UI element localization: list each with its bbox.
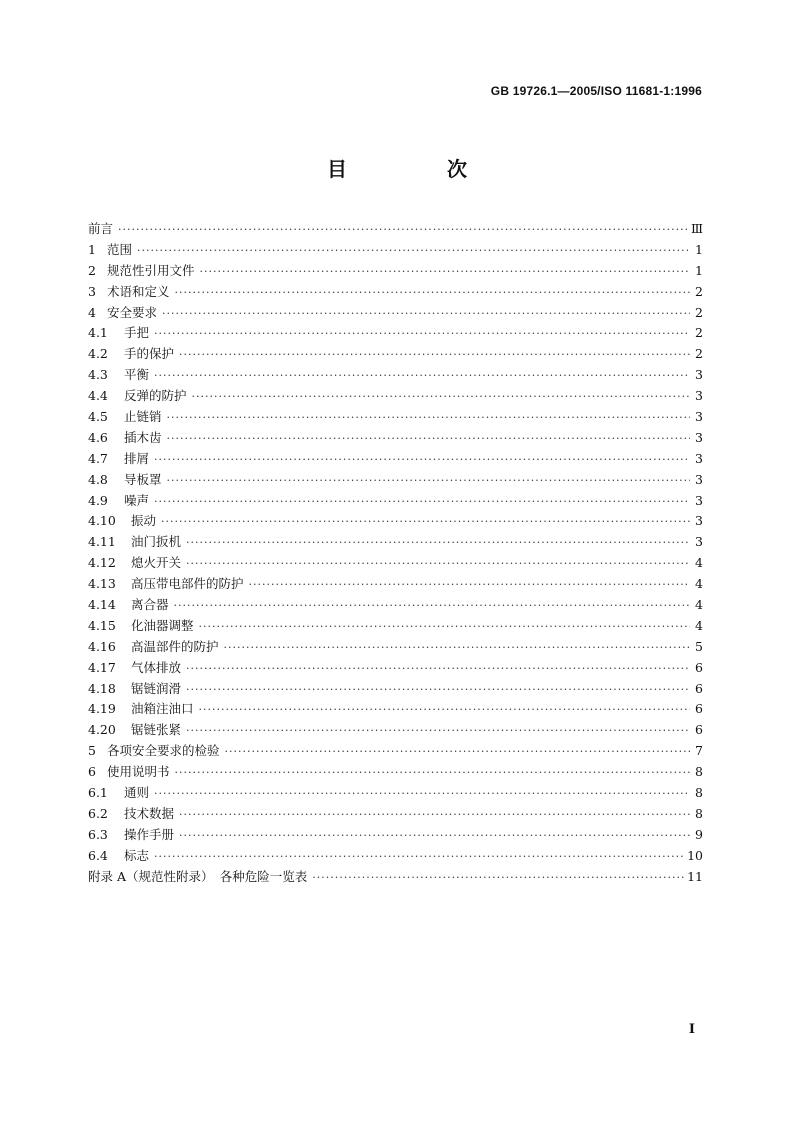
dot-leader — [162, 304, 690, 325]
toc-entry-number: 4.2 — [88, 346, 108, 362]
dot-leader — [186, 721, 690, 742]
toc-page-number: Ⅲ — [690, 221, 703, 236]
dot-leader — [174, 596, 690, 617]
dot-leader — [186, 659, 690, 680]
dot-leader — [199, 617, 690, 638]
toc-page-number: 9 — [695, 826, 703, 842]
toc-entry[interactable] — [88, 511, 703, 532]
toc-entry-label: 附录 A（规范性附录） 各种危险一览表 — [88, 868, 308, 884]
toc-entry-label: 标志 — [124, 847, 150, 863]
toc-entry[interactable] — [88, 449, 703, 470]
toc-entry-number: 4 — [88, 304, 96, 320]
toc-entry[interactable] — [88, 679, 703, 700]
toc-entry-label: 各项安全要求的检验 — [107, 743, 220, 759]
toc-entry-number: 4.19 — [88, 701, 116, 717]
toc-entry-label: 化油器调整 — [131, 617, 194, 633]
dot-leader — [154, 450, 690, 471]
dot-leader — [186, 533, 690, 554]
toc-entry[interactable] — [88, 574, 703, 595]
toc-entry-number: 4.18 — [88, 680, 116, 696]
dot-leader — [199, 700, 690, 721]
toc-page-number: 6 — [695, 722, 703, 738]
toc-page-number: 3 — [695, 534, 703, 550]
toc-entry-number: 4.13 — [88, 576, 116, 592]
dot-leader — [167, 471, 690, 492]
toc-entry-number: 4.7 — [88, 450, 108, 466]
table-of-contents — [88, 219, 703, 888]
toc-page-number: 11 — [687, 868, 703, 884]
dot-leader — [186, 680, 690, 701]
toc-entry-label: 术语和定义 — [107, 283, 170, 299]
dot-leader — [179, 826, 690, 847]
toc-entry-number: 6.4 — [88, 847, 108, 863]
toc-entry-label: 反弹的防护 — [124, 388, 187, 404]
toc-page-number: 3 — [695, 367, 703, 383]
toc-entry[interactable] — [88, 428, 703, 449]
toc-page-number: 1 — [695, 241, 703, 257]
dot-leader — [179, 345, 690, 366]
dot-leader — [224, 638, 690, 659]
toc-entry-label: 气体排放 — [131, 659, 182, 675]
toc-entry-number: 6.2 — [88, 805, 108, 821]
toc-page-number: 8 — [695, 805, 703, 821]
toc-entry-label: 锯链润滑 — [131, 680, 182, 696]
toc-page-number: 6 — [695, 659, 703, 675]
dot-leader — [154, 847, 684, 868]
toc-entry-label: 通则 — [124, 785, 150, 801]
toc-entry-label: 前言 — [88, 221, 114, 236]
dot-leader — [186, 554, 690, 575]
toc-entry[interactable] — [88, 470, 703, 491]
toc-page-number: 6 — [695, 701, 703, 717]
toc-entry[interactable] — [88, 261, 703, 282]
page-title: 目 次 — [327, 157, 507, 181]
dot-leader — [167, 429, 690, 450]
toc-entry[interactable] — [88, 344, 703, 365]
toc-entry-number: 2 — [88, 262, 96, 278]
dot-leader — [161, 512, 690, 533]
toc-entry-number: 6 — [88, 764, 96, 780]
toc-entry[interactable] — [88, 699, 703, 720]
dot-leader — [312, 868, 684, 889]
toc-entry-label: 锯链张紧 — [131, 722, 182, 738]
toc-entry[interactable] — [88, 825, 703, 846]
toc-entry-number: 3 — [88, 283, 96, 299]
toc-page-number: 7 — [695, 743, 703, 759]
toc-entry[interactable] — [88, 365, 703, 386]
toc-entry[interactable] — [88, 720, 703, 741]
toc-entry[interactable] — [88, 595, 703, 616]
toc-entry[interactable] — [88, 867, 703, 888]
toc-page-number: 1 — [695, 262, 703, 278]
toc-entry[interactable] — [88, 219, 703, 240]
toc-entry-label: 排屑 — [124, 450, 150, 466]
toc-page-number: 4 — [695, 576, 703, 592]
toc-entry-label: 油箱注油口 — [131, 701, 194, 717]
toc-entry-label: 安全要求 — [107, 304, 158, 320]
toc-entry-number: 4.16 — [88, 638, 116, 654]
dot-leader — [167, 408, 690, 429]
toc-entry[interactable] — [88, 846, 703, 867]
toc-entry-number: 5 — [88, 743, 96, 759]
dot-leader — [175, 283, 690, 304]
dot-leader — [249, 575, 690, 596]
toc-entry-number: 4.4 — [88, 388, 108, 404]
toc-page-number: 10 — [687, 847, 703, 863]
toc-page-number: 3 — [695, 429, 703, 445]
toc-entry[interactable] — [88, 616, 703, 637]
toc-entry-number: 4.11 — [88, 534, 116, 550]
toc-page-number: 3 — [695, 409, 703, 425]
dot-leader — [137, 241, 690, 262]
toc-entry-label: 规范性引用文件 — [107, 262, 195, 278]
dot-leader — [225, 742, 690, 763]
toc-page-number: 3 — [695, 471, 703, 487]
toc-entry[interactable] — [88, 762, 703, 783]
toc-entry-number: 6.1 — [88, 785, 108, 801]
standard-code: GB 19726.1—2005/ISO 11681-1:1996 — [490, 84, 702, 98]
toc-entry[interactable] — [88, 282, 703, 303]
toc-entry-number: 4.12 — [88, 555, 116, 571]
toc-page-number: 3 — [695, 450, 703, 466]
dot-leader — [154, 492, 690, 513]
toc-entry-number: 4.6 — [88, 429, 108, 445]
toc-entry[interactable] — [88, 553, 703, 574]
toc-entry[interactable] — [88, 741, 703, 762]
dot-leader — [154, 366, 690, 387]
toc-entry-label: 使用说明书 — [107, 764, 170, 780]
toc-entry-number: 4.20 — [88, 722, 116, 738]
toc-entry[interactable] — [88, 658, 703, 679]
toc-entry-label: 手的保护 — [124, 346, 175, 362]
toc-entry[interactable] — [88, 804, 703, 825]
toc-entry-label: 高温部件的防护 — [131, 638, 219, 654]
toc-entry[interactable] — [88, 407, 703, 428]
toc-page-number: 2 — [695, 304, 703, 320]
toc-entry-label: 离合器 — [131, 597, 169, 613]
toc-entry-number: 1 — [88, 241, 96, 257]
toc-page-number: 8 — [695, 785, 703, 801]
toc-entry-label: 熄火开关 — [131, 555, 182, 571]
toc-entry-label: 高压带电部件的防护 — [131, 576, 244, 592]
toc-entry-number: 4.14 — [88, 597, 116, 613]
dot-leader — [179, 805, 690, 826]
toc-page-number: 2 — [695, 325, 703, 341]
dot-leader — [118, 220, 688, 241]
toc-entry-label: 油门扳机 — [131, 534, 182, 550]
toc-entry-number: 4.10 — [88, 513, 116, 529]
dot-leader — [200, 262, 690, 283]
toc-entry-number: 4.5 — [88, 409, 108, 425]
toc-page-number: 4 — [695, 597, 703, 613]
toc-entry-label: 导板罩 — [124, 471, 162, 487]
toc-page-number: 4 — [695, 617, 703, 633]
toc-entry-label: 止链销 — [124, 409, 162, 425]
toc-entry[interactable] — [88, 783, 703, 804]
toc-entry-label: 手把 — [124, 325, 150, 341]
toc-entry-number: 4.15 — [88, 617, 116, 633]
toc-page-number: 6 — [695, 680, 703, 696]
toc-page-number: 5 — [695, 638, 703, 654]
dot-leader — [154, 784, 690, 805]
toc-entry-label: 技术数据 — [124, 805, 175, 821]
toc-entry[interactable] — [88, 532, 703, 553]
toc-page-number: 4 — [695, 555, 703, 571]
toc-page-number: 3 — [695, 492, 703, 508]
toc-entry-label: 操作手册 — [124, 826, 175, 842]
toc-entry-number: 4.1 — [88, 325, 108, 341]
toc-entry-label: 平衡 — [124, 367, 150, 383]
toc-page-number: 8 — [695, 764, 703, 780]
toc-page-number: 3 — [695, 388, 703, 404]
dot-leader — [175, 763, 690, 784]
toc-entry[interactable] — [88, 386, 703, 407]
dot-leader — [192, 387, 690, 408]
toc-page-number: 3 — [695, 513, 703, 529]
dot-leader — [154, 324, 690, 345]
toc-entry[interactable] — [88, 491, 703, 512]
toc-page-number: 2 — [695, 283, 703, 299]
toc-entry[interactable] — [88, 323, 703, 344]
toc-entry-label: 范围 — [107, 241, 133, 257]
page-number: I — [688, 1022, 695, 1037]
toc-entry-number: 4.8 — [88, 471, 108, 487]
toc-page-number: 2 — [695, 346, 703, 362]
toc-entry[interactable] — [88, 637, 703, 658]
toc-entry[interactable] — [88, 240, 703, 261]
toc-entry-label: 振动 — [131, 513, 157, 529]
toc-entry-label: 噪声 — [124, 492, 150, 508]
toc-entry[interactable] — [88, 303, 703, 324]
toc-entry-number: 6.3 — [88, 826, 108, 842]
toc-entry-number: 4.17 — [88, 659, 116, 675]
toc-entry-number: 4.9 — [88, 492, 108, 508]
toc-entry-label: 插木齿 — [124, 429, 162, 445]
toc-entry-number: 4.3 — [88, 367, 108, 383]
